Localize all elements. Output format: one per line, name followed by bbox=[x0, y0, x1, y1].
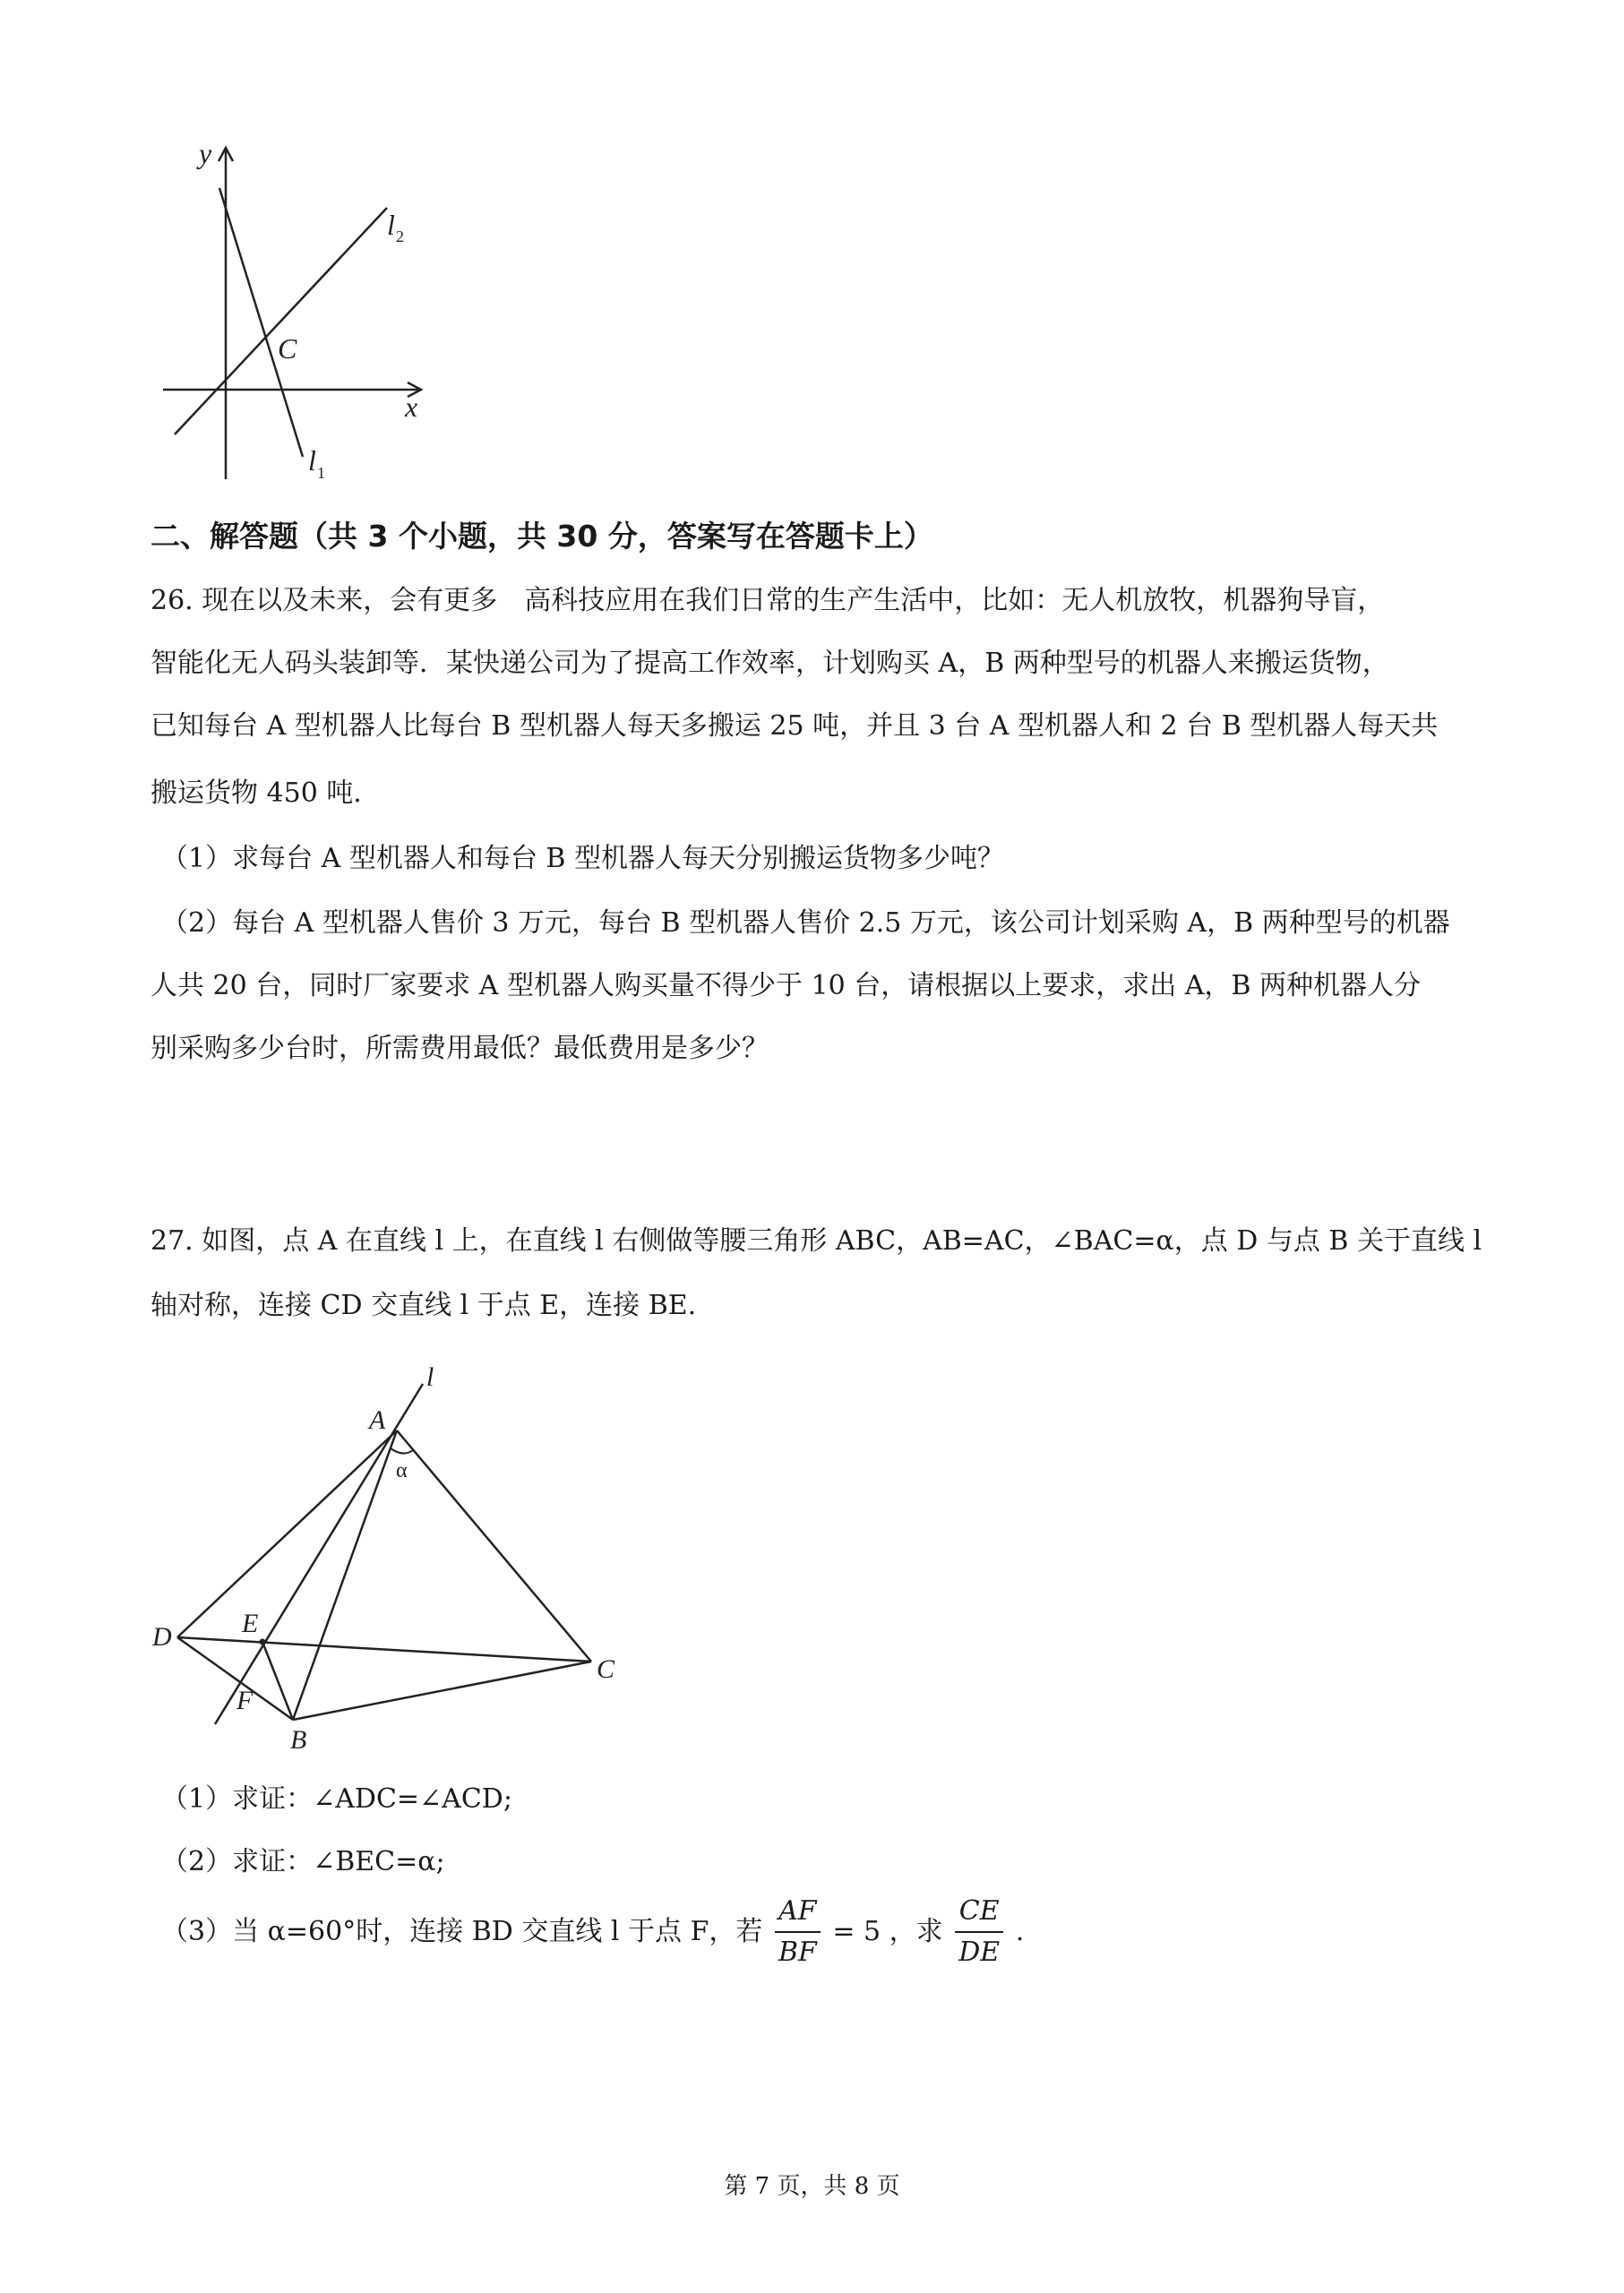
l1-label: l bbox=[308, 444, 316, 477]
segment-db bbox=[177, 1637, 293, 1720]
l2-label: l bbox=[387, 209, 395, 241]
fraction-ce-de bbox=[955, 1892, 1003, 1972]
label-l: l bbox=[426, 1362, 434, 1392]
label-alpha: α bbox=[396, 1459, 408, 1482]
q26-line-2: 智能化无人码头装卸等．某快递公司为了提高工作效率，计划购买 A，B 两种型号的机器人来搬运货物， bbox=[150, 648, 1389, 679]
label-f: F bbox=[236, 1686, 253, 1715]
q26-sub2-line-1: （2）每台 A 型机器人售价 3 万元，每台 B 型机器人售价 2.5 万元，该公司计划采购 A，B 两种型号的机器 bbox=[161, 907, 1450, 939]
q27-sub3-prefix: （3）当 α=60°时，连接 BD 交直线 l 于点 F，若 bbox=[161, 1916, 763, 1947]
coordinate-figure bbox=[152, 134, 448, 493]
label-d: D bbox=[152, 1622, 172, 1652]
line-l2 bbox=[175, 208, 387, 434]
segment-ac bbox=[397, 1430, 591, 1662]
segment-bc bbox=[293, 1662, 591, 1720]
section-heading: 二、解答题（共 3 个小题，共 30 分，答案写在答题卡上） bbox=[150, 519, 933, 554]
q27-sub2: （2）求证：∠BEC=α; bbox=[161, 1846, 445, 1877]
label-a: A bbox=[369, 1405, 386, 1435]
q26-sub2-line-2: 人共 20 台，同时厂家要求 A 型机器人购买量不得少于 10 台，请根据以上要求，求出 A，B 两种机器人分 bbox=[150, 970, 1422, 1001]
q27-sub3 bbox=[161, 1892, 1024, 1972]
q26-line-4: 搬运货物 450 吨． bbox=[150, 777, 381, 809]
l2-subscript: 2 bbox=[396, 228, 404, 245]
q27-sub1: （1）求证：∠ADC=∠ACD; bbox=[161, 1783, 512, 1815]
y-label: y bbox=[199, 137, 212, 169]
triangle-figure bbox=[143, 1357, 645, 1760]
q27-line-1: 27. 如图，点 A 在直线 l 上，在直线 l 右侧做等腰三角形 ABC，AB=AC，∠BAC=α，点 D 与点 B 关于直线 l bbox=[150, 1225, 1482, 1257]
angle-alpha-arc bbox=[391, 1448, 413, 1454]
q27-sub3-end: . bbox=[1015, 1916, 1025, 1947]
q27-sub3-equals: = 5 bbox=[832, 1916, 881, 1947]
q27-line-2: 轴对称，连接 CD 交直线 l 于点 E，连接 BE. bbox=[150, 1290, 697, 1321]
segment-dc bbox=[177, 1637, 591, 1662]
label-b: B bbox=[290, 1725, 307, 1755]
point-c-label: C bbox=[278, 332, 297, 365]
l1-subscript: 1 bbox=[317, 464, 325, 482]
q26-line-3: 已知每台 A 型机器人比每台 B 型机器人每天多搬运 25 吨，并且 3 台 A 型机器人和 2 台 B 型机器人每天共 bbox=[150, 710, 1439, 742]
fraction-af-bf bbox=[775, 1892, 821, 1972]
page-footer: 第 7 页，共 8 页 bbox=[724, 2173, 900, 2200]
fraction-af-bf-denominator: BF bbox=[778, 1937, 817, 1968]
line-l1 bbox=[219, 188, 303, 457]
label-c: C bbox=[597, 1654, 615, 1684]
label-e: E bbox=[242, 1609, 259, 1638]
q26-sub2-line-3: 别采购多少台时，所需费用最低？最低费用是多少？ bbox=[150, 1033, 769, 1064]
point-e-dot bbox=[260, 1639, 266, 1645]
fraction-af-bf-numerator: AF bbox=[775, 1892, 821, 1933]
fraction-ce-de-numerator: CE bbox=[955, 1892, 1003, 1933]
segment-ab bbox=[293, 1430, 397, 1720]
fraction-ce-de-denominator: DE bbox=[958, 1937, 1001, 1968]
x-label: x bbox=[405, 391, 418, 423]
q27-sub3-mid: ，求 bbox=[889, 1916, 943, 1947]
q26-sub1: （1）求每台 A 型机器人和每台 B 型机器人每天分别搬运货物多少吨？ bbox=[161, 843, 1004, 874]
q26-line-1: 26. 现在以及未来，会有更多 高科技应用在我们日常的生产生活中，比如：无人机放牧，机器狗导盲， bbox=[150, 585, 1385, 616]
